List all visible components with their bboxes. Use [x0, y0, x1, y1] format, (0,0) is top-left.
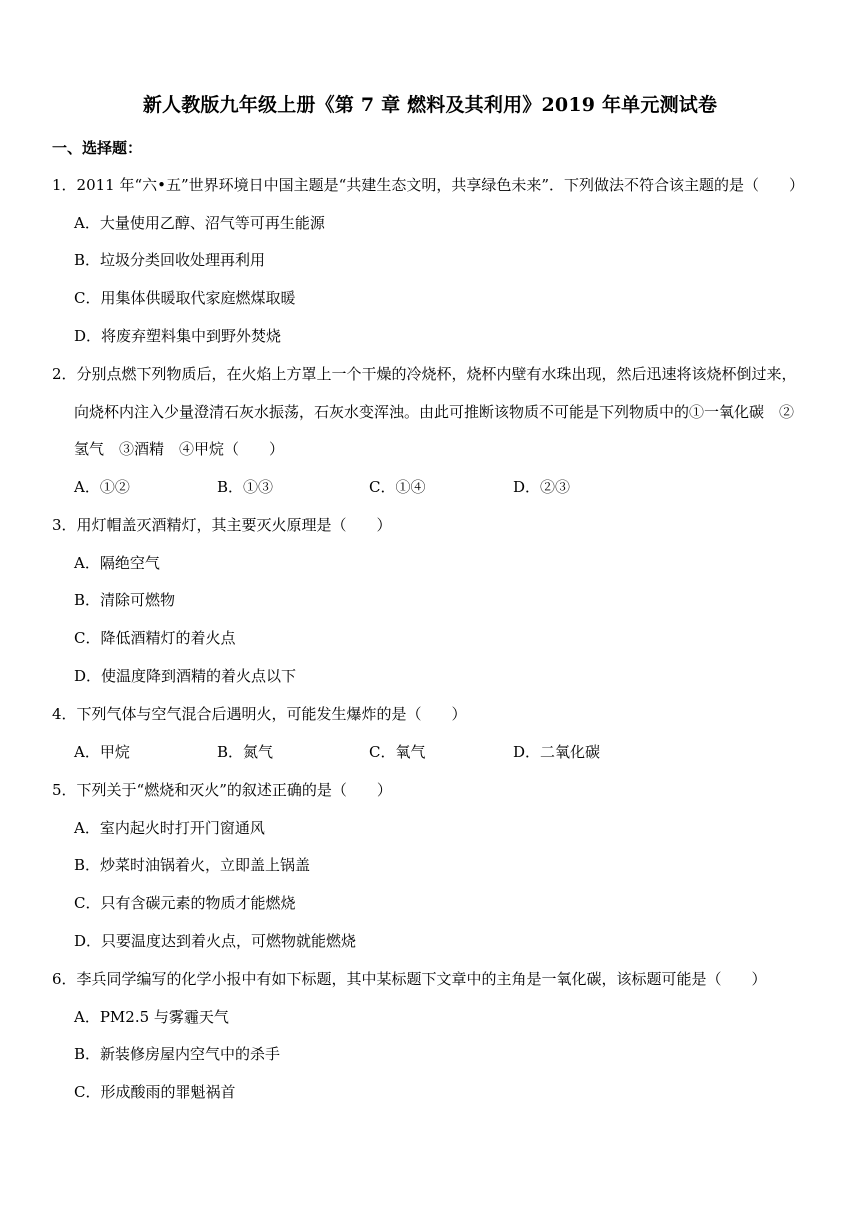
section-heading: 一、选择题：	[52, 139, 143, 157]
question-5-stem: 5．下列关于“燃烧和灭火”的叙述正确的是（ ）	[52, 781, 392, 799]
question-3-option-c: C．降低酒精灯的着火点	[74, 629, 236, 647]
question-1-stem: 1．2011 年“六•五”世界环境日中国主题是“共建生态文明，共享绿色未来”．下列做法不符合该主题的是（ ）	[52, 176, 805, 194]
question-6-stem: 6．李兵同学编写的化学小报中有如下标题，其中某标题下文章中的主角是一氧化碳，该标题可能是（ ）	[52, 970, 767, 988]
question-4-stem: 4．下列气体与空气混合后遇明火，可能发生爆炸的是（ ）	[52, 705, 467, 723]
question-2-option-b: B．①③	[217, 478, 274, 496]
question-6-option-b: B．新装修房屋内空气中的杀手	[74, 1045, 281, 1063]
question-3-option-a: A．隔绝空气	[74, 554, 160, 572]
question-1-option-d: D．将废弃塑料集中到野外焚烧	[74, 327, 282, 345]
question-6-option-c: C．形成酸雨的罪魁祸首	[74, 1083, 236, 1101]
question-5-option-c: C．只有含碳元素的物质才能燃烧	[74, 894, 296, 912]
question-3-option-d: D．使温度降到酒精的着火点以下	[74, 667, 297, 685]
question-2-stem-line-1: 2．分别点燃下列物质后，在火焰上方罩上一个干燥的冷烧杯，烧杯内壁有水珠出现，然后迅速将该烧杯倒过来，	[52, 365, 797, 383]
question-1-option-b: B．垃圾分类回收处理再利用	[74, 251, 266, 269]
question-3-option-b: B．清除可燃物	[74, 591, 176, 609]
question-5-option-a: A．室内起火时打开门窗通风	[74, 819, 265, 837]
question-5-option-b: B．炒菜时油锅着火，立即盖上锅盖	[74, 856, 311, 874]
page-title: 新人教版九年级上册《第 7 章 燃料及其利用》2019 年单元测试卷	[142, 94, 718, 116]
question-4-option-b: B．氮气	[217, 743, 274, 761]
question-6-option-a: A．PM2.5 与雾霾天气	[74, 1008, 229, 1026]
question-5-option-d: D．只要温度达到着火点，可燃物就能燃烧	[74, 932, 357, 950]
question-4-option-d: D．二氧化碳	[513, 743, 601, 761]
question-3-stem: 3．用灯帽盖灭酒精灯，其主要灭火原理是（ ）	[52, 516, 392, 534]
question-1-option-a: A．大量使用乙醇、沼气等可再生能源	[74, 214, 325, 232]
question-4-option-c: C．氧气	[369, 743, 426, 761]
question-2-option-d: D．②③	[513, 478, 571, 496]
question-2-stem-line-2: 向烧杯内注入少量澄清石灰水振荡，石灰水变浑浊。由此可推断该物质不可能是下列物质中的①一氧化碳 ②	[74, 403, 795, 421]
question-2-option-a: A．①②	[74, 478, 130, 496]
question-2-stem-line-3: 氢气 ③酒精 ④甲烷（ ）	[74, 440, 285, 458]
question-4-option-a: A．甲烷	[74, 743, 130, 761]
question-2-option-c: C．①④	[369, 478, 426, 496]
question-1-option-c: C．用集体供暖取代家庭燃煤取暖	[74, 289, 296, 307]
